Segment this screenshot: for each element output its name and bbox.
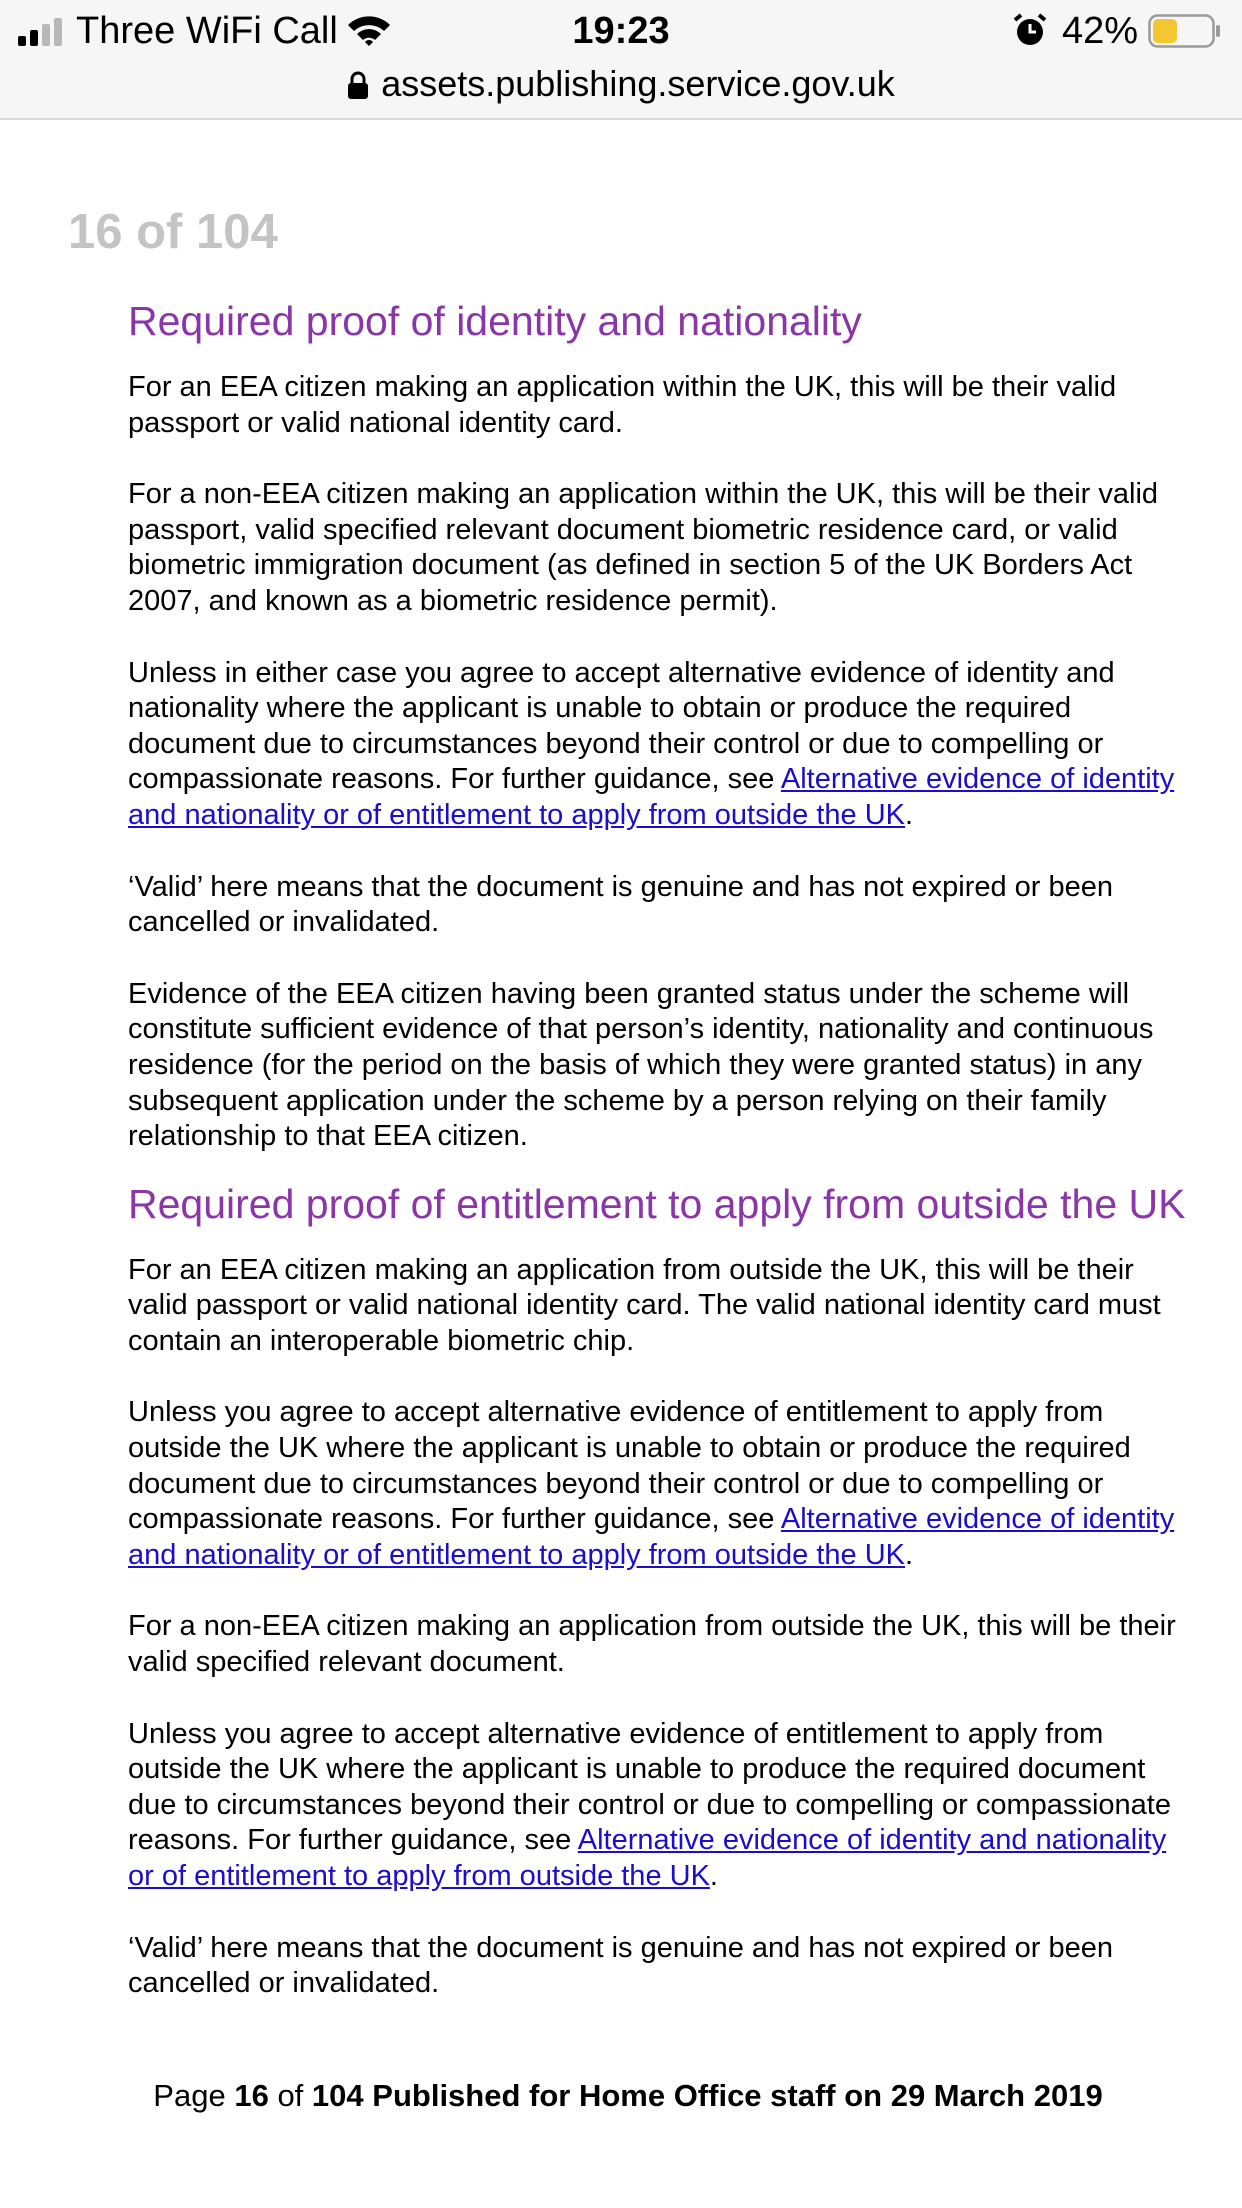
paragraph-valid-definition-1: ‘Valid’ here means that the document is genuine and has not expired or been cancelled or invalidated.: [128, 870, 1114, 939]
footer-total-pages: 104: [311, 2078, 364, 2113]
paragraph-valid-definition-2: ‘Valid’ here means that the document is genuine and has not expired or been cancelled or invalidated.: [128, 1931, 1114, 2000]
document-body: [128, 292, 1198, 2002]
battery-icon: [1148, 14, 1222, 48]
paragraph-alternative-evidence-1: [128, 656, 1198, 834]
carrier-name: Three WiFi Call: [76, 10, 338, 52]
period: .: [905, 798, 914, 831]
paragraph-alternative-evidence-2: [128, 1395, 1198, 1573]
paragraph-text: Unless you agree to accept alternative evidence of entitlement to apply from outside the UK where the applicant is unable to produce the required document due to circumstances beyond their control or due to compelling or compassionate reasons. For further guidance, see: [128, 1717, 1171, 1857]
paragraph-text: Unless in either case you agree to accept alternative evidence of identity and nationality where the applicant is unable to obtain or produce the required document due to circumstances beyond their control or due to compelling or compassionate reasons. For further guidance, see: [128, 656, 1115, 796]
alternative-evidence-link[interactable]: Alternative evidence of identity and nationality or of entitlement to apply from outside the UK: [128, 1824, 1167, 1892]
footer-published: Published for Home Office staff on 29 March 2019: [372, 2078, 1103, 2113]
footer-page-word: Page: [153, 2078, 226, 2113]
lock-icon: [347, 70, 369, 100]
paragraph-granted-status: Evidence of the EEA citizen having been granted status under the scheme will constitute sufficient evidence of that person’s identity, nationality and continuous residence (for the period on the basis of which they were granted status) in any subsequent application under the scheme by a person relying on their family relationship to that EEA citizen.: [128, 977, 1154, 1153]
period: .: [709, 1860, 718, 1892]
paragraph-eea-outside-uk: For an EEA citizen making an application from outside the UK, this will be their valid passport or valid national identity card. The valid national identity card must contain an interoperable biometric chip.: [128, 1253, 1161, 1357]
clock-time: 19:23: [572, 10, 670, 52]
alarm-icon: [1012, 12, 1048, 48]
paragraph-alternative-evidence-3: [128, 1717, 1198, 1895]
page-footer: [0, 2074, 1242, 2118]
period: .: [905, 1538, 914, 1571]
paragraph-text: Unless you agree to accept alternative evidence of entitlement to apply from outside the UK where the applicant is unable to obtain or produce the required document due to circumstances beyond their control or due to compelling or compassionate reasons. For further guidance, see: [128, 1396, 1131, 1536]
browser-top-bar: [0, 0, 1242, 120]
heading-identity: Required proof of identity and nationality: [128, 298, 862, 344]
alternative-evidence-link[interactable]: Alternative evidence of identity and nationality or of entitlement to apply from outside the UK: [128, 1503, 1175, 1571]
address-bar[interactable]: [0, 58, 1242, 110]
alternative-evidence-link[interactable]: Alternative evidence of identity and nationality or of entitlement to apply from outside the UK: [128, 763, 1175, 831]
footer-page-number: 16: [234, 2078, 269, 2113]
paragraph-non-eea-outside-uk: For a non-EEA citizen making an application from outside the UK, this will be their valid specified relevant document.: [128, 1610, 1176, 1679]
battery-percentage: 42%: [1062, 10, 1139, 52]
heading-entitlement: Required proof of entitlement to apply from outside the UK: [128, 1180, 1186, 1227]
status-bar: [0, 0, 1242, 62]
url-text: assets.publishing.service.gov.uk: [381, 63, 895, 104]
footer-of-word: of: [277, 2078, 304, 2113]
page-indicator: 16 of 104: [68, 205, 278, 259]
paragraph-non-eea-within-uk: For a non-EEA citizen making an application within the UK, this will be their valid passport, valid specified relevant document biometric residence card, or valid biometric immigration document (as defined in section 5 of the UK Borders Act 2007, and known as a biometric residence permit).: [128, 478, 1159, 617]
paragraph-eea-within-uk: For an EEA citizen making an application within the UK, this will be their valid passport or valid national identity card.: [128, 371, 1117, 439]
